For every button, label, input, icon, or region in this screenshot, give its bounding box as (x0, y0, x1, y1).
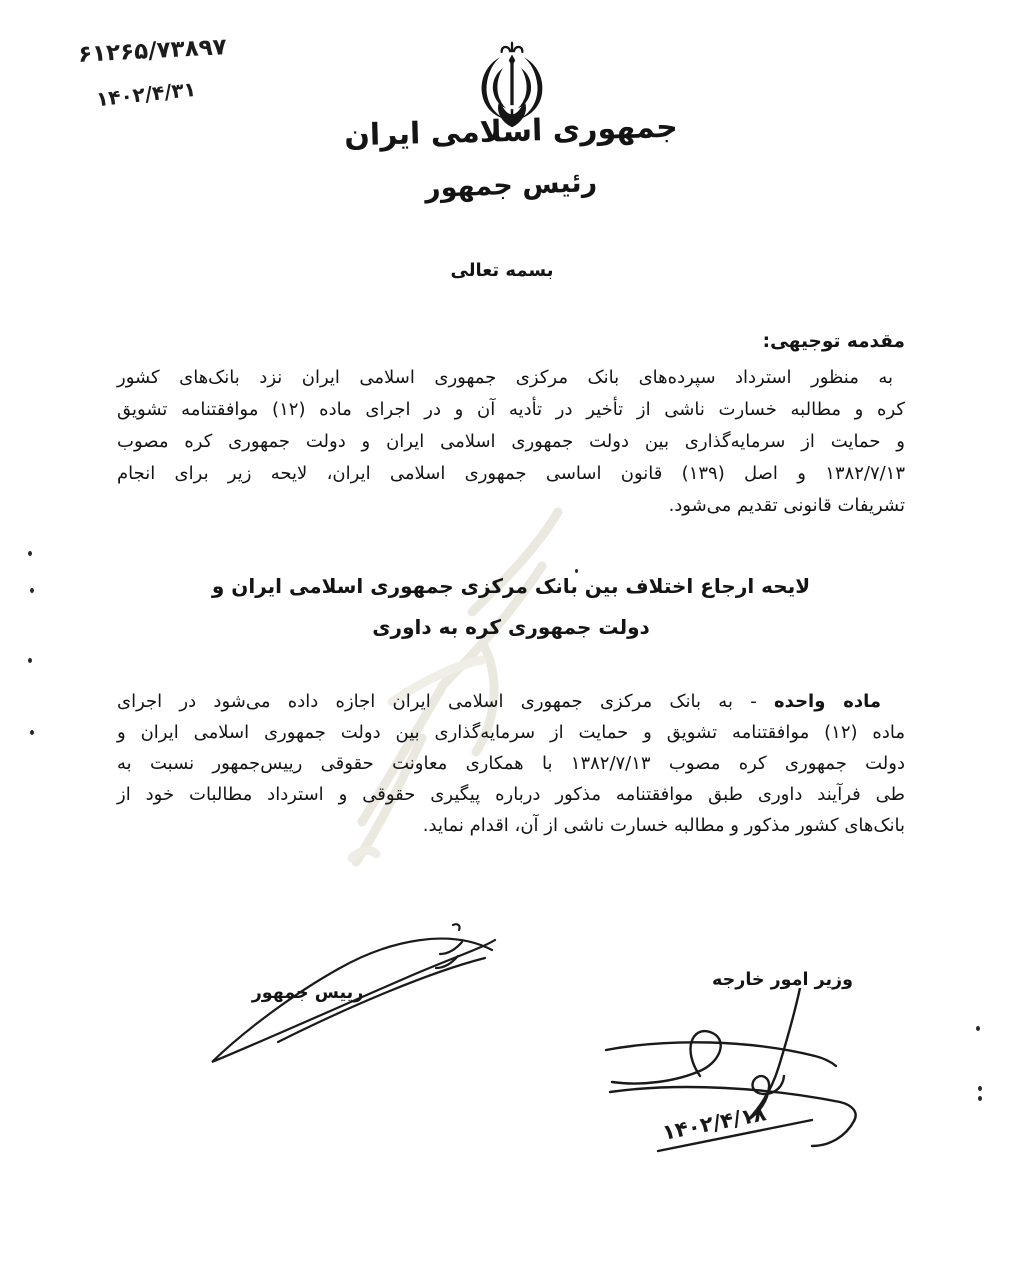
scan-speck (575, 569, 578, 573)
signature-foreign-minister-icon (600, 988, 890, 1158)
scan-speck (978, 1086, 982, 1091)
text-line: طی فرآیند داوری طبق موافقتنامه مذکور درباره پیگیری حقوقی و استرداد مطالبات خود از (117, 784, 905, 805)
header-country: جمهوری اسلامی ایران (343, 109, 679, 154)
text-line: ۱۳۸۲/۷/۱۳ و اصل (۱۳۹) قانون اساسی جمهوری اسلامی ایران، لایحه زیر برای انجام (117, 463, 906, 484)
scan-speck (976, 1026, 980, 1031)
scan-speck (30, 730, 34, 735)
text-line: کره و مطالبه خسارت ناشی از تأخیر در تأدیه آن و در اجرای ماده (۱۲) موافقتنامه تشویق (117, 399, 905, 420)
scan-speck (28, 658, 32, 663)
text-line: تشریفات قانونی تقدیم می‌شود. (668, 495, 905, 516)
text-line: ماده (۱۲) موافقتنامه تشویق و حمایت از سرمایه‌گذاری بین دولت جمهوری اسلامی ایران و (117, 722, 905, 743)
bill-title-line: لایحه ارجاع اختلاف بین بانک مرکزی جمهوری اسلامی ایران و (211, 574, 811, 598)
signature-president-icon (200, 920, 510, 1080)
scan-speck (30, 588, 34, 593)
ref-number: ۶۱۲۶۵/۷۳۸۹۷ (77, 34, 228, 68)
text-line (117, 686, 905, 717)
besmeleh: بسمه تعالی (450, 260, 554, 281)
text-line: بانک‌های کشور مذکور و مطالبه خسارت ناشی از آن، اقدام نماید. (422, 815, 905, 836)
article-label: ماده واحده (774, 691, 882, 712)
scan-speck (978, 1096, 982, 1101)
text-line: دولت جمهوری کره مصوب ۱۳۸۲/۷/۱۳ با همکاری معاونت حقوقی رییس‌جمهور نسبت به (117, 753, 906, 774)
signature-handwritten-date: ۱۴۰۲/۴/۱۸ (660, 1101, 769, 1145)
signature-title-foreign-minister: وزیر امور خارجه (712, 970, 853, 990)
text-line: و حمایت از سرمایه‌گذاری بین دولت جمهوری اسلامی ایران و دولت جمهوری کره مصوب (117, 431, 905, 452)
article-text: - به بانک مرکزی جمهوری اسلامی ایران اجازه داده می‌شود در اجرای (117, 691, 757, 712)
header-office: رئیس جمهور (424, 167, 598, 204)
text-line: به منظور استرداد سپرده‌های بانک مرکزی جمهوری اسلامی ایران نزد بانک‌های کشور (117, 367, 893, 388)
preamble-section (117, 329, 905, 522)
signature-title-president: رییس جمهور (251, 983, 364, 1003)
article-section (117, 686, 905, 841)
preamble-heading: مقدمه توجیهی: (762, 331, 905, 352)
scan-speck (28, 551, 32, 556)
bill-title (117, 566, 905, 648)
bill-title-line: دولت جمهوری کره به داوری (372, 615, 650, 639)
ref-date: ۱۴۰۲/۴/۳۱ (95, 76, 198, 112)
